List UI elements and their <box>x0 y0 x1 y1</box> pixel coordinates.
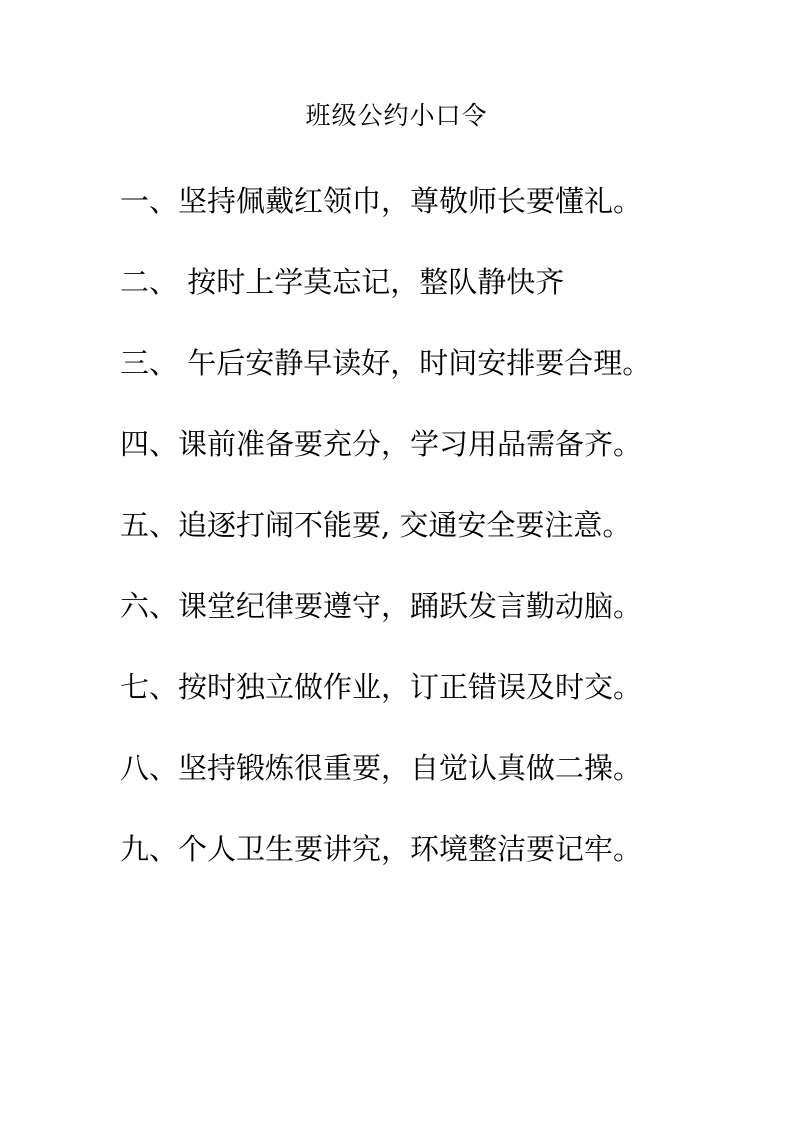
rule-item-5: 五、追逐打闹不能要, 交通安全要注意。 <box>120 508 632 542</box>
rule-item-2: 二、 按时上学莫忘记，整队静快齐 <box>120 265 565 299</box>
rules-list <box>120 180 680 909</box>
rule-item-7: 七、按时独立做作业，订正错误及时交。 <box>120 670 643 704</box>
rule-item-4: 四、课前准备要充分，学习用品需备齐。 <box>120 427 643 461</box>
rule-item-3: 三、 午后安静早读好，时间安排要合理。 <box>120 346 652 380</box>
rule-item-9: 九、个人卫生要讲究，环境整洁要记牢。 <box>120 832 643 866</box>
rule-item-6: 六、课堂纪律要遵守，踊跃发言勤动脑。 <box>120 589 643 623</box>
rule-item-1: 一、坚持佩戴红领巾，尊敬师长要懂礼。 <box>120 184 643 218</box>
page-title: 班级公约小口令 <box>305 101 488 130</box>
rule-item-8: 八、坚持锻炼很重要，自觉认真做二操。 <box>120 751 643 785</box>
